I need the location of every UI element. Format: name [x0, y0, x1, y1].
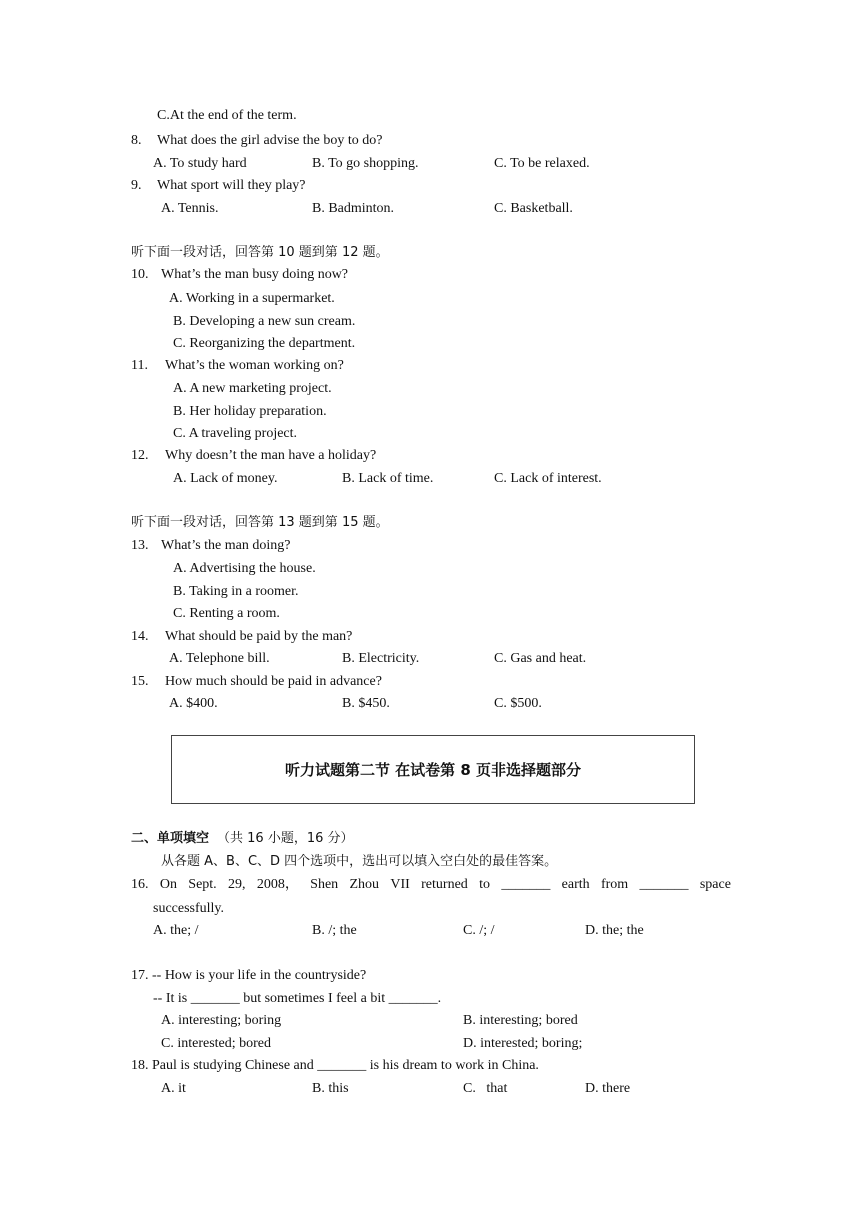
q11-option-a: A. A new marketing project. [173, 381, 332, 396]
q17-question-line2: -- It is _______ but sometimes I feel a bit _______. [153, 991, 442, 1006]
q13-option-a: A. Advertising the house. [173, 561, 316, 576]
q8-option-b: B. To go shopping. [312, 156, 419, 171]
q9-option-c: C. Basketball. [494, 201, 573, 216]
q16-word: Zhou [349, 877, 380, 892]
q12-number: 12. [131, 448, 149, 463]
listening-notice-text: 听力试题第二节 在试卷第 8 页非选择题部分 [284, 761, 582, 779]
q10-option-c: C. Reorganizing the department. [173, 336, 356, 351]
q11-option-b: B. Her holiday preparation. [173, 404, 327, 419]
section2-note: （共 16 小题，16 分） [217, 831, 354, 846]
q12-question: Why doesn’t the man have a holiday? [165, 448, 377, 463]
q13-option-c: C. Renting a room. [173, 606, 280, 621]
q9-option-a: A. Tennis. [161, 201, 219, 216]
dialog2-instruction: 听下面一段对话，回答第 13 题到第 15 题。 [131, 515, 389, 530]
q16-word: returned [421, 877, 468, 892]
q16-question-line2: successfully. [153, 901, 225, 916]
q7-option-c: C.At the end of the term. [157, 108, 297, 123]
q8-question: What does the girl advise the boy to do? [157, 133, 383, 148]
q8-number: 8. [131, 133, 142, 148]
q16-word: 2008， [256, 877, 299, 892]
q10-option-b: B. Developing a new sun cream. [173, 314, 356, 329]
q14-question: What should be paid by the man? [165, 629, 353, 644]
q9-number: 9. [131, 178, 142, 193]
q17-option-d: D. interested; boring; [463, 1036, 583, 1051]
q17-question-line1: 17. -- How is your life in the countryside? [131, 968, 367, 983]
q13-option-b: B. Taking in a roomer. [173, 584, 299, 599]
q14-option-b: B. Electricity. [342, 651, 420, 666]
q16-option-b: B. /; the [312, 923, 357, 938]
q14-option-c: C. Gas and heat. [494, 651, 587, 666]
q16-word: to [479, 877, 491, 892]
q16-word: from [600, 877, 629, 892]
q8-option-a: A. To study hard [153, 156, 247, 171]
q11-option-c: C. A traveling project. [173, 426, 298, 441]
section2-instruction: 从各题 A、B、C、D 四个选项中，选出可以填入空白处的最佳答案。 [161, 854, 558, 869]
q8-option-c: C. To be relaxed. [494, 156, 590, 171]
q15-option-a: A. $400. [169, 696, 218, 711]
q16-word: 16. [131, 877, 149, 892]
q16-option-c: C. /; / [463, 923, 495, 938]
dialog1-instruction: 听下面一段对话，回答第 10 题到第 12 题。 [131, 245, 389, 260]
section2-title: 二、单项填空 [131, 831, 210, 846]
q16-word: VII [390, 877, 410, 892]
q18-question: 18. Paul is studying Chinese and _______ is his dream to work in China. [131, 1058, 539, 1073]
q14-number: 14. [131, 629, 149, 644]
q11-number: 11. [131, 358, 148, 373]
q13-number: 13. [131, 538, 149, 553]
q9-question: What sport will they play? [157, 178, 306, 193]
q12-option-b: B. Lack of time. [342, 471, 434, 486]
q16-option-d: D. the; the [585, 923, 644, 938]
listening-notice-box [171, 735, 695, 804]
q16-word: Sept. [188, 877, 217, 892]
q13-question: What’s the man doing? [161, 538, 291, 553]
q15-option-c: C. $500. [494, 696, 542, 711]
q18-option-c: C. that [463, 1081, 508, 1096]
q16-word: _______ [501, 877, 551, 892]
q15-option-b: B. $450. [342, 696, 390, 711]
q10-question: What’s the man busy doing now? [161, 267, 349, 282]
q16-word: _______ [639, 877, 689, 892]
q9-option-b: B. Badminton. [312, 201, 395, 216]
q16-word: earth [561, 877, 590, 892]
q10-number: 10. [131, 267, 149, 282]
q16-word: space [699, 877, 731, 892]
q17-option-a: A. interesting; boring [161, 1013, 282, 1028]
q15-question: How much should be paid in advance? [165, 674, 382, 689]
q15-number: 15. [131, 674, 149, 689]
q18-option-a: A. it [161, 1081, 186, 1096]
q10-option-a: A. Working in a supermarket. [169, 291, 335, 306]
q16-option-a: A. the; / [153, 923, 199, 938]
q12-option-a: A. Lack of money. [173, 471, 278, 486]
q17-option-c: C. interested; bored [161, 1036, 272, 1051]
q12-option-c: C. Lack of interest. [494, 471, 602, 486]
q14-option-a: A. Telephone bill. [169, 651, 270, 666]
q16-word: On [159, 877, 177, 892]
q17-option-b: B. interesting; bored [463, 1013, 578, 1028]
q18-option-b: B. this [312, 1081, 349, 1096]
q16-word: 29, [228, 877, 246, 892]
section2-heading [131, 830, 354, 848]
q18-option-d: D. there [585, 1081, 631, 1096]
q16-word: Shen [310, 877, 339, 892]
q16-question-line1 [131, 876, 731, 894]
q11-question: What’s the woman working on? [165, 358, 344, 373]
